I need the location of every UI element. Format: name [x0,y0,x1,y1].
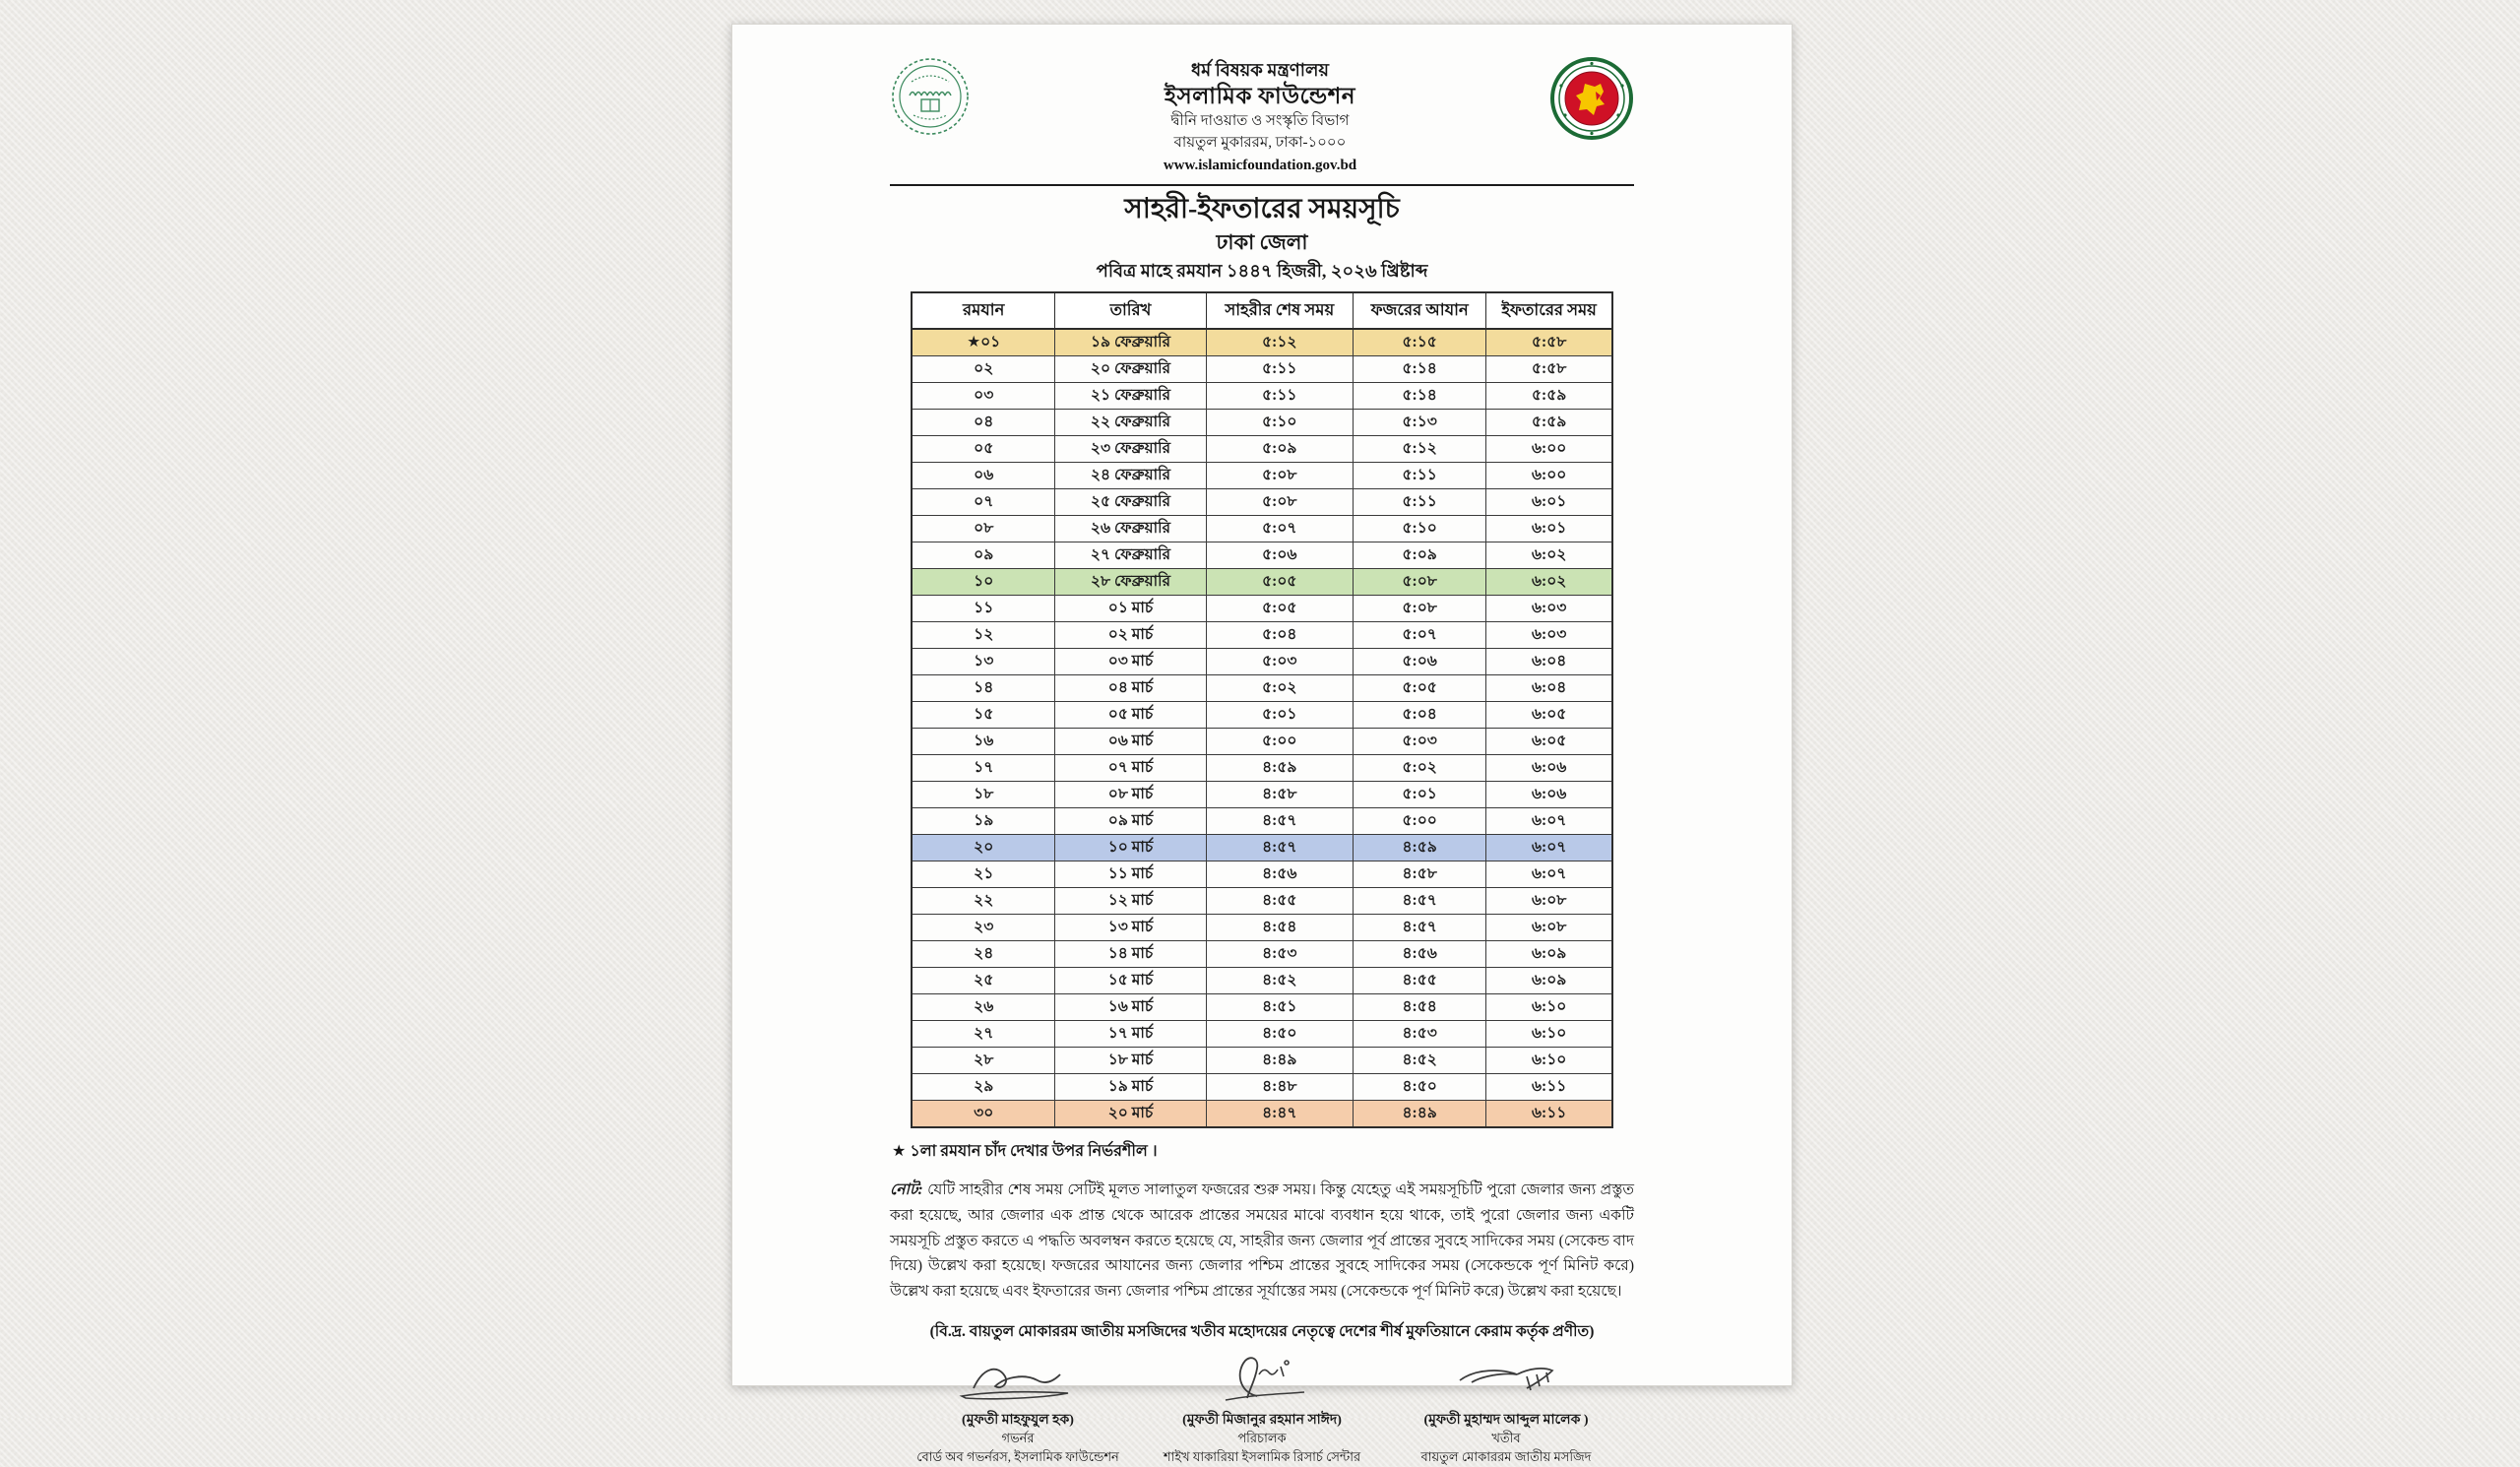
cell-sahri: ৫:০৯ [1206,436,1354,463]
cell-day: ০৮ [912,516,1055,542]
table-row [912,1101,1612,1128]
cell-fajr: ৪:৫৪ [1354,994,1486,1021]
cell-fajr: ৪:৫৬ [1354,941,1486,968]
cell-fajr: ৫:০৩ [1354,729,1486,755]
column-header-4: ইফতারের সময় [1486,292,1612,329]
cell-fajr: ৫:১১ [1354,489,1486,516]
cell-sahri: ৫:০২ [1206,675,1354,702]
cell-date: ১৯ ফেব্রুয়ারি [1055,329,1206,356]
cell-iftar: ৬:১০ [1486,1048,1612,1074]
cell-iftar: ৬:০৪ [1486,649,1612,675]
table-row [912,1074,1612,1101]
district-name: ঢাকা জেলা [1216,230,1308,255]
cell-fajr: ৫:০০ [1354,808,1486,835]
cell-iftar: ৬:০৫ [1486,729,1612,755]
table-row [912,516,1612,542]
cell-date: ০৩ মার্চ [1055,649,1206,675]
attribution-line: (বি.দ্র. বায়তুল মোকাররম জাতীয় মসজিদের খতীব মহোদয়ের নেতৃত্বে দেশের শীর্ষ মুফতিয়ানে কেরাম কর্তৃক প্রণীত) [929,1322,1595,1340]
cell-day: ২৩ [912,915,1055,941]
cell-day: ১৭ [912,755,1055,782]
cell-fajr: ৪:৫২ [1354,1048,1486,1074]
note-label: নোট: [890,1181,923,1199]
cell-day: ★০১ [912,329,1055,356]
cell-fajr: ৫:১৩ [1354,410,1486,436]
cell-sahri: ৫:১০ [1206,410,1354,436]
table-row [912,994,1612,1021]
cell-iftar: ৫:৫৯ [1486,383,1612,410]
cell-day: ১৩ [912,649,1055,675]
cell-iftar: ৬:০০ [1486,436,1612,463]
cell-date: ২৫ ফেব্রুয়ারি [1055,489,1206,516]
cell-date: ২৭ ফেব্রুয়ারি [1055,542,1206,569]
cell-date: ১৮ মার্চ [1055,1048,1206,1074]
cell-sahri: ৫:০৬ [1206,542,1354,569]
table-row [912,968,1612,994]
cell-sahri: ৫:১২ [1206,329,1354,356]
cell-day: ২২ [912,888,1055,915]
cell-date: ২৮ ফেব্রুয়ারি [1055,569,1206,596]
cell-date: ০৫ মার্চ [1055,702,1206,729]
cell-day: ২০ [912,835,1055,861]
cell-fajr: ৫:০৮ [1354,596,1486,622]
cell-sahri: ৫:১১ [1206,383,1354,410]
cell-day: ২৪ [912,941,1055,968]
cell-date: ০২ মার্চ [1055,622,1206,649]
signature-block-middle [1144,1357,1380,1467]
month-year-line: পবিত্র মাহে রমযান ১৪৪৭ হিজরী, ২০২৬ খ্রিষ্টাব্দ [1096,260,1428,281]
cell-date: ০৪ মার্চ [1055,675,1206,702]
table-row [912,410,1612,436]
cell-sahri: ৪:৫৯ [1206,755,1354,782]
table-row [912,888,1612,915]
table-row [912,675,1612,702]
table-row [912,835,1612,861]
cell-day: ১৯ [912,808,1055,835]
table-row [912,329,1612,356]
signatory-title: পরিচালক [1237,1430,1287,1445]
cell-day: ০৪ [912,410,1055,436]
cell-date: ২২ ফেব্রুয়ারি [1055,410,1206,436]
signatory-name: (মুফতী মিজানুর রহমান সাঈদ) [1182,1412,1342,1428]
cell-fajr: ৪:৫৮ [1354,861,1486,888]
cell-fajr: ৪:৫৭ [1354,915,1486,941]
cell-date: ০৯ মার্চ [1055,808,1206,835]
table-row [912,383,1612,410]
cell-iftar: ৬:১০ [1486,1021,1612,1048]
table-row [912,596,1612,622]
signature-scribble-icon [1144,1357,1380,1408]
letterhead [890,56,1634,176]
signatory-org: বায়তুল মোকাররম জাতীয় মসজিদ [1420,1448,1592,1464]
cell-sahri: ৪:৫৭ [1206,835,1354,861]
cell-date: ০১ মার্চ [1055,596,1206,622]
column-header-0: রমযান [912,292,1055,329]
cell-day: ২১ [912,861,1055,888]
bangladesh-govt-emblem-icon [1549,56,1634,146]
cell-iftar: ৬:০৯ [1486,968,1612,994]
cell-fajr: ৫:০৯ [1354,542,1486,569]
cell-date: ০৮ মার্চ [1055,782,1206,808]
signatory-name: (মুফতী মুহাম্মদ আব্দুল মালেক ) [1423,1412,1589,1428]
cell-fajr: ৪:৫০ [1354,1074,1486,1101]
cell-day: ০২ [912,356,1055,383]
cell-sahri: ৪:৫৪ [1206,915,1354,941]
islamic-foundation-logo-icon [890,56,971,142]
cell-day: ২৯ [912,1074,1055,1101]
table-row [912,489,1612,516]
cell-day: ২৬ [912,994,1055,1021]
cell-iftar: ৬:১০ [1486,994,1612,1021]
cell-sahri: ৪:৪৭ [1206,1101,1354,1128]
signatory-title: খতীব [1491,1430,1521,1445]
cell-day: ১৪ [912,675,1055,702]
cell-fajr: ৫:১০ [1354,516,1486,542]
cell-sahri: ৪:৫৭ [1206,808,1354,835]
signature-scribble-icon [1388,1357,1624,1408]
signature-block-left [900,1357,1136,1467]
table-row [912,436,1612,463]
cell-date: ১৫ মার্চ [1055,968,1206,994]
cell-fajr: ৫:১৪ [1354,383,1486,410]
document-title: সাহরী-ইফতারের সময়সূচি [1124,194,1400,225]
table-row [912,1021,1612,1048]
cell-day: ১০ [912,569,1055,596]
cell-day: ০৭ [912,489,1055,516]
cell-sahri: ৫:০৩ [1206,649,1354,675]
cell-iftar: ৬:০০ [1486,463,1612,489]
cell-fajr: ৪:৫৩ [1354,1021,1486,1048]
cell-iftar: ৬:১১ [1486,1074,1612,1101]
table-row [912,463,1612,489]
cell-fajr: ৪:৫৭ [1354,888,1486,915]
cell-day: ০৫ [912,436,1055,463]
cell-date: ১১ মার্চ [1055,861,1206,888]
address-line: বায়তুল মুকাররম, ঢাকা-১০০০ [1173,134,1347,151]
cell-fajr: ৫:০৮ [1354,569,1486,596]
cell-date: ২০ মার্চ [1055,1101,1206,1128]
cell-fajr: ৪:৫৯ [1354,835,1486,861]
column-header-3: ফজরের আযান [1354,292,1486,329]
cell-day: ২৮ [912,1048,1055,1074]
cell-iftar: ৬:০১ [1486,516,1612,542]
cell-sahri: ৫:০১ [1206,702,1354,729]
cell-iftar: ৫:৫৮ [1486,356,1612,383]
cell-iftar: ৬:১১ [1486,1101,1612,1128]
cell-sahri: ৪:৪৯ [1206,1048,1354,1074]
table-row [912,1048,1612,1074]
cell-date: ২০ ফেব্রুয়ারি [1055,356,1206,383]
table-row [912,702,1612,729]
cell-date: ১৬ মার্চ [1055,994,1206,1021]
column-header-2: সাহরীর শেষ সময় [1206,292,1354,329]
cell-day: ১৫ [912,702,1055,729]
cell-iftar: ৬:০৩ [1486,622,1612,649]
cell-fajr: ৫:০২ [1354,755,1486,782]
table-row [912,569,1612,596]
cell-sahri: ৫:০৫ [1206,569,1354,596]
cell-sahri: ৪:৫০ [1206,1021,1354,1048]
cell-day: ০৩ [912,383,1055,410]
table-row [912,356,1612,383]
cell-fajr: ৪:৪৯ [1354,1101,1486,1128]
table-row [912,729,1612,755]
cell-sahri: ৫:০৫ [1206,596,1354,622]
cell-sahri: ৫:০৭ [1206,516,1354,542]
document-content [890,25,1634,1467]
cell-day: ৩০ [912,1101,1055,1128]
cell-iftar: ৬:০৫ [1486,702,1612,729]
signatory-title: গভর্নর [1001,1430,1035,1445]
cell-iftar: ৬:০৭ [1486,808,1612,835]
cell-fajr: ৫:০৭ [1354,622,1486,649]
cell-date: ১৩ মার্চ [1055,915,1206,941]
cell-iftar: ৬:০২ [1486,542,1612,569]
cell-fajr: ৫:১২ [1354,436,1486,463]
schedule-table-body [912,329,1612,1127]
cell-day: ২৭ [912,1021,1055,1048]
cell-sahri: ৪:৫১ [1206,994,1354,1021]
cell-date: ০৭ মার্চ [1055,755,1206,782]
cell-sahri: ৪:৫৮ [1206,782,1354,808]
cell-sahri: ৫:০৮ [1206,489,1354,516]
letterhead-text [971,56,1549,176]
cell-date: ১০ মার্চ [1055,835,1206,861]
cell-iftar: ৫:৫৮ [1486,329,1612,356]
cell-date: ১৪ মার্চ [1055,941,1206,968]
cell-date: ২৪ ফেব্রুয়ারি [1055,463,1206,489]
cell-date: ২১ ফেব্রুয়ারি [1055,383,1206,410]
cell-sahri: ৫:০০ [1206,729,1354,755]
signatory-org: শাইখ যাকারিয়া ইসলামিক রিসার্চ সেন্টার [1163,1448,1361,1464]
cell-date: ১৭ মার্চ [1055,1021,1206,1048]
table-row [912,861,1612,888]
cell-iftar: ৬:০৮ [1486,888,1612,915]
cell-iftar: ৬:০৩ [1486,596,1612,622]
moon-sighting-footnote: ★ ১লা রমযান চাঁদ দেখার উপর নির্ভরশীল । [892,1143,1158,1161]
cell-iftar: ৬:০৪ [1486,675,1612,702]
cell-fajr: ৪:৫৫ [1354,968,1486,994]
signature-block-right [1388,1357,1624,1467]
signature-scribble-icon [900,1357,1136,1408]
table-row [912,915,1612,941]
ministry-name: ধর্ম বিষয়ক মন্ত্রণালয় [1191,60,1329,80]
note-paragraph [890,1178,1634,1305]
signature-section [890,1357,1634,1467]
cell-iftar: ৬:০৬ [1486,755,1612,782]
header-divider [890,184,1634,186]
table-row [912,542,1612,569]
cell-date: ১৯ মার্চ [1055,1074,1206,1101]
schedule-table [911,291,1613,1128]
cell-fajr: ৫:০৫ [1354,675,1486,702]
cell-day: ১৮ [912,782,1055,808]
table-row [912,649,1612,675]
cell-fajr: ৫:১৫ [1354,329,1486,356]
cell-iftar: ৬:০৬ [1486,782,1612,808]
table-row [912,941,1612,968]
table-header-row [912,292,1612,329]
note-text: যেটি সাহরীর শেষ সময় সেটিই মূলত সালাতুল ফজরের শুরু সময়। কিন্তু যেহেতু এই সময়সূচিটি পুরো জেলার জন্য প্রস্তুত করা হয়েছে, আর জেলার এক প্রান্ত থেকে আরেক প্রান্তের সময়ের মাঝে ব্যবধান হয়ে থাকে, তাই পুরো জেলার জন্য একটি সময়সূচি প্রস্তুত করতে এ পদ্ধতি অবলম্বন করতে হয়েছে যে, সাহরীর জন্য জেলার পূর্ব প্রান্তের সুবহে সাদিকের সময় (সেকেন্ড বাদ দিয়ে) উল্লেখ করা হয়েছে। ফজরের আযানের জন্য জেলার পশ্চিম প্রান্তের সুবহে সাদিকের সময় (সেকেন্ডকে পূর্ণ মিনিট করে) উল্লেখ করা হয়েছে এবং ইফতারের জন্য জেলার পশ্চিম প্রান্তের সূর্যাস্তের সময় (সেকেন্ডকে পূর্ণ মিনিট করে) উল্লেখ করা হয়েছে। [890,1181,1634,1300]
cell-sahri: ৪:৫৬ [1206,861,1354,888]
cell-iftar: ৬:০২ [1486,569,1612,596]
document-page [731,24,1793,1464]
cell-sahri: ৫:০৮ [1206,463,1354,489]
cell-fajr: ৫:১৪ [1354,356,1486,383]
cell-day: ১২ [912,622,1055,649]
cell-sahri: ৫:১১ [1206,356,1354,383]
cell-fajr: ৫:০১ [1354,782,1486,808]
cell-sahri: ৪:৪৮ [1206,1074,1354,1101]
cell-sahri: ৫:০৪ [1206,622,1354,649]
table-row [912,808,1612,835]
cell-iftar: ৬:০১ [1486,489,1612,516]
cell-sahri: ৪:৫২ [1206,968,1354,994]
cell-iftar: ৬:০৯ [1486,941,1612,968]
cell-day: ১৬ [912,729,1055,755]
organization-name: ইসলামিক ফাউন্ডেশন [1165,84,1355,109]
column-header-1: তারিখ [1055,292,1206,329]
website-url: www.islamicfoundation.gov.bd [1163,157,1357,173]
cell-fajr: ৫:০৪ [1354,702,1486,729]
signatory-org: বোর্ড অব গভর্নরস, ইসলামিক ফাউন্ডেশন [916,1448,1119,1464]
cell-iftar: ৬:০৮ [1486,915,1612,941]
table-row [912,622,1612,649]
table-row [912,755,1612,782]
department-name: দ্বীনি দাওয়াত ও সংস্কৃতি বিভাগ [1170,113,1350,130]
cell-fajr: ৫:০৬ [1354,649,1486,675]
cell-date: ২৩ ফেব্রুয়ারি [1055,436,1206,463]
signatory-name: (মুফতী মাহফুযুল হক) [962,1412,1074,1428]
cell-day: ০৯ [912,542,1055,569]
cell-day: ১১ [912,596,1055,622]
cell-day: ০৬ [912,463,1055,489]
cell-date: ২৬ ফেব্রুয়ারি [1055,516,1206,542]
cell-day: ২৫ [912,968,1055,994]
table-row [912,782,1612,808]
cell-sahri: ৪:৫৩ [1206,941,1354,968]
cell-iftar: ৬:০৭ [1486,835,1612,861]
cell-iftar: ৬:০৭ [1486,861,1612,888]
cell-iftar: ৫:৫৯ [1486,410,1612,436]
cell-date: ১২ মার্চ [1055,888,1206,915]
cell-date: ০৬ মার্চ [1055,729,1206,755]
cell-sahri: ৪:৫৫ [1206,888,1354,915]
cell-fajr: ৫:১১ [1354,463,1486,489]
